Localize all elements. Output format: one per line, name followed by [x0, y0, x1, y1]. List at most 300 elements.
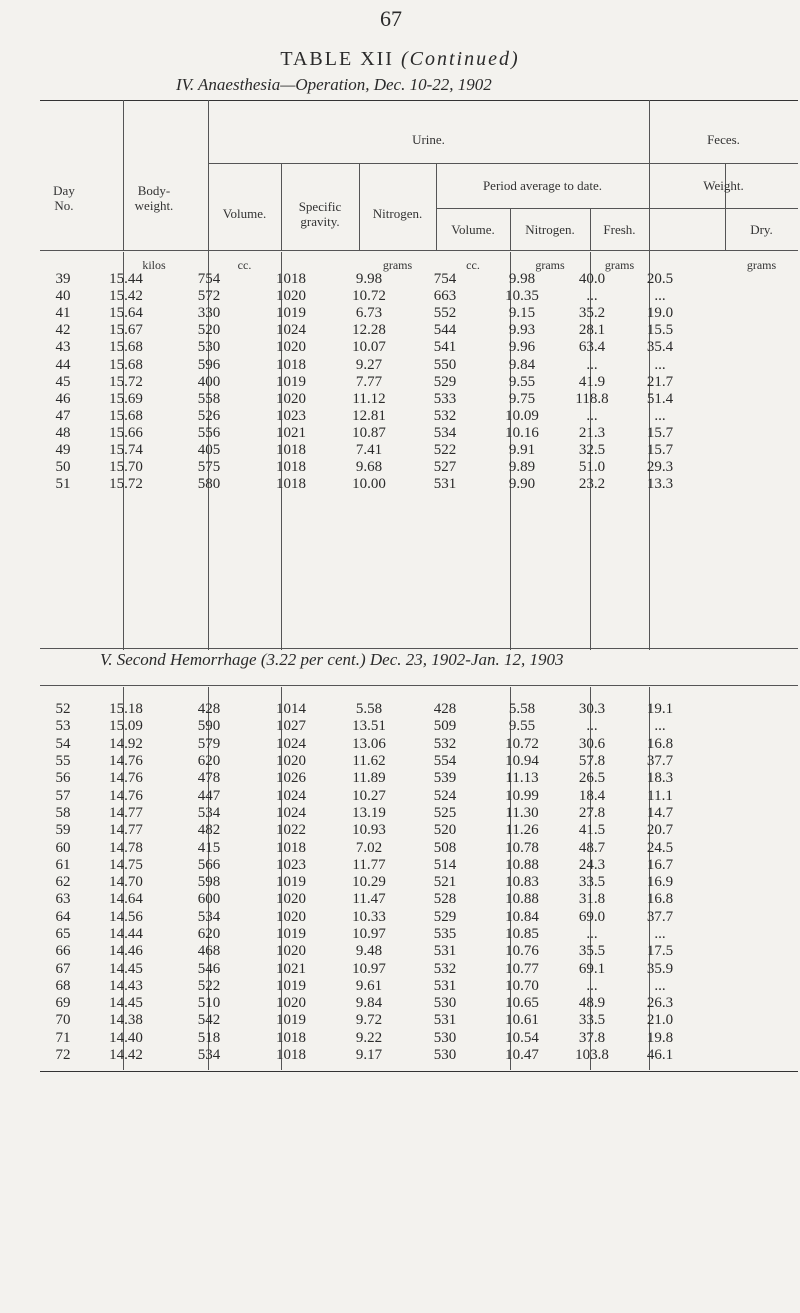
table-cell: 47: [55, 407, 71, 424]
table-cell: ...: [586, 407, 598, 424]
table-row: [40, 891, 698, 908]
table-cell: ...: [654, 407, 666, 424]
table-cell: 532: [433, 735, 457, 752]
table-cell: 10.85: [505, 926, 539, 942]
table-cell: ...: [586, 356, 598, 373]
table-cell: 15.64: [109, 305, 143, 322]
table-cell: 528: [433, 891, 457, 908]
table-cell: 14.75: [109, 856, 143, 873]
table-cell: 6.73: [355, 305, 383, 322]
table-cell: 69.1: [578, 960, 606, 977]
table-cell: 510: [197, 995, 221, 1012]
table-cell: 14.77: [109, 822, 143, 839]
table-cell: 16.8: [646, 735, 674, 752]
table-cell: 13.06: [352, 735, 386, 752]
table-cell: 1027: [276, 718, 306, 735]
table-cell: 663: [433, 288, 457, 305]
table-cell: 35.4: [646, 339, 674, 356]
table-cell: 598: [197, 874, 221, 891]
table-row: [40, 442, 698, 459]
table-cell: 600: [197, 891, 221, 908]
table-cell: 14.70: [109, 874, 143, 891]
table-cell: 49: [55, 441, 71, 458]
table-cell: 41.5: [578, 822, 606, 839]
table-cell: 10.93: [352, 822, 386, 839]
table-row: [40, 391, 698, 408]
table-cell: 9.84: [355, 995, 383, 1012]
table-cell: 531: [433, 977, 457, 994]
table-cell: 37.7: [646, 753, 674, 770]
table-cell: 1018: [276, 1029, 306, 1046]
table-cell: 61: [55, 856, 71, 873]
table-cell: 14.38: [109, 1012, 143, 1029]
table-cell: 21.7: [646, 373, 674, 390]
table-cell: 1018: [276, 271, 306, 288]
header-divider: [123, 100, 124, 250]
section-v-table: [40, 701, 698, 1064]
table-cell: ...: [586, 926, 598, 942]
table-cell: 1024: [276, 322, 306, 339]
table-cell: 1020: [276, 891, 306, 908]
table-cell: 1018: [276, 441, 306, 458]
table-cell: 1020: [276, 288, 306, 305]
table-row: [40, 271, 698, 288]
table-row: [40, 476, 698, 493]
table-cell: 9.61: [355, 977, 383, 994]
table-cell: 575: [197, 459, 221, 476]
table-cell: 330: [197, 305, 221, 322]
table-cell: 1019: [276, 373, 306, 390]
header-pa-nitrogen: Nitrogen.: [525, 222, 575, 237]
table-cell: 524: [433, 787, 457, 804]
table-cell: 468: [197, 943, 221, 960]
table-cell: 46.1: [646, 1047, 674, 1064]
table-cell: 1014: [276, 701, 306, 718]
table-cell: 520: [433, 822, 457, 839]
table-cell: 14.46: [109, 943, 143, 960]
table-cell: 20.7: [646, 822, 674, 839]
table-cell: 42: [55, 322, 71, 339]
table-cell: ...: [586, 718, 598, 735]
table-cell: 15.70: [109, 459, 143, 476]
table-cell: 1020: [276, 753, 306, 770]
table-cell: 508: [433, 839, 457, 856]
table-cell: 33.5: [578, 1012, 606, 1029]
page-number: 67: [380, 6, 402, 31]
table-cell: 530: [433, 995, 457, 1012]
table-cell: 1019: [276, 874, 306, 891]
table-cell: 1024: [276, 804, 306, 821]
table-cell: 55: [55, 753, 71, 770]
table-cell: 5.58: [508, 701, 536, 718]
table-cell: 478: [197, 770, 221, 787]
table-cell: 14.43: [109, 977, 143, 994]
unit-nitrogen: grams: [382, 258, 413, 272]
section-iv-title: IV. Anaesthesia—Operation, Dec. 10-22, 1902: [176, 75, 492, 94]
table-cell: 15.74: [109, 441, 143, 458]
header-dry: Dry.: [750, 222, 773, 237]
header-period-average: Period average to date.: [482, 178, 603, 193]
header-sub-rule: [436, 208, 798, 209]
table-cell: 10.47: [505, 1047, 539, 1064]
table-cell: 21.3: [578, 424, 606, 441]
table-cell: 15.7: [646, 424, 674, 441]
header-body-weight: Body-weight.: [134, 183, 174, 213]
table-cell: 12.81: [352, 407, 386, 424]
table-cell: 527: [433, 459, 457, 476]
header-day-no: Day No.: [53, 183, 75, 213]
table-cell: 530: [197, 339, 221, 356]
table-cell: 10.94: [505, 753, 539, 770]
header-bottom-rule: [40, 250, 798, 251]
table-cell: 37.7: [646, 908, 674, 925]
table-row: [40, 288, 698, 305]
table-cell: 28.1: [578, 322, 606, 339]
table-cell: 11.77: [352, 856, 386, 873]
table-cell: 11.13: [505, 770, 539, 787]
table-cell: 1024: [276, 735, 306, 752]
table-cell: 70: [55, 1012, 71, 1029]
table-cell: 16.9: [646, 874, 674, 891]
table-cell: 9.15: [508, 305, 536, 322]
unit-dry: grams: [746, 258, 777, 272]
table-cell: 27.8: [578, 804, 606, 821]
table-row: [40, 1012, 698, 1029]
table-row: [40, 425, 698, 442]
table-cell: 10.00: [352, 476, 386, 493]
table-cell: 35.2: [578, 305, 606, 322]
table-cell: 550: [433, 356, 457, 373]
table-cell: 10.84: [505, 908, 539, 925]
table-cell: 1022: [276, 822, 306, 839]
table-cell: 69: [55, 995, 71, 1012]
table-cell: 428: [197, 701, 221, 718]
table-cell: 63: [55, 891, 71, 908]
table-cell: 72: [55, 1047, 71, 1064]
header-mid-rule: [208, 163, 798, 164]
table-cell: 40: [55, 288, 71, 305]
header-volume: Volume.: [222, 206, 267, 221]
table-cell: 14.45: [109, 995, 143, 1012]
table-cell: 15.67: [109, 322, 143, 339]
table-cell: 54: [55, 735, 71, 752]
table-cell: 26.3: [646, 995, 674, 1012]
table-title-suffix: (Continued): [400, 48, 520, 70]
table-row: [40, 995, 698, 1012]
table-cell: 13.3: [646, 476, 674, 493]
table-cell: 10.83: [505, 874, 539, 891]
table-row: [40, 822, 698, 839]
table-cell: 1018: [276, 839, 306, 856]
table-cell: 596: [197, 356, 221, 373]
table-cell: 10.76: [505, 943, 539, 960]
table-row: [40, 909, 698, 926]
table-cell: 579: [197, 735, 221, 752]
table-cell: 526: [197, 407, 221, 424]
table-cell: 15.68: [109, 407, 143, 424]
table-cell: 15.44: [109, 271, 143, 288]
table-row: [40, 1030, 698, 1047]
table-cell: 1019: [276, 977, 306, 994]
table-cell: 9.75: [508, 390, 536, 407]
table-title: [0, 48, 800, 71]
table-cell: 14.44: [109, 926, 143, 942]
table-cell: 35.9: [646, 960, 674, 977]
table-cell: 26.5: [578, 770, 606, 787]
header-top-rule: [40, 100, 798, 101]
table-cell: 10.72: [505, 735, 539, 752]
table-cell: 9.89: [508, 459, 536, 476]
table-cell: 10.88: [505, 856, 539, 873]
table-cell: 16.8: [646, 891, 674, 908]
table-cell: 58: [55, 804, 71, 821]
table-cell: 531: [433, 943, 457, 960]
table-cell: 1018: [276, 1047, 306, 1064]
table-cell: 35.5: [578, 943, 606, 960]
table-cell: 534: [197, 1047, 221, 1064]
header-pa-volume: Volume.: [451, 222, 495, 237]
table-cell: ...: [654, 926, 666, 942]
table-cell: 9.48: [355, 943, 383, 960]
table-cell: 529: [433, 908, 457, 925]
table-cell: 11.62: [352, 753, 386, 770]
table-cell: 522: [197, 977, 221, 994]
table-cell: 10.97: [352, 960, 386, 977]
table-cell: 71: [55, 1029, 71, 1046]
table-cell: 558: [197, 390, 221, 407]
table-cell: ...: [586, 977, 598, 994]
table-cell: 69.0: [578, 908, 606, 925]
table-cell: 67: [55, 960, 71, 977]
table-cell: 514: [433, 856, 457, 873]
table-cell: 15.42: [109, 288, 143, 305]
table-cell: 552: [433, 305, 457, 322]
unit-pa-volume: cc.: [466, 258, 480, 272]
table-cell: 10.07: [352, 339, 386, 356]
table-cell: 23.2: [578, 476, 606, 493]
table-cell: 9.93: [508, 322, 536, 339]
table-row: [40, 926, 698, 943]
table-cell: 1021: [276, 960, 306, 977]
table-cell: 754: [433, 271, 457, 288]
table-cell: 103.8: [575, 1047, 609, 1064]
table-cell: 535: [433, 926, 457, 942]
table-cell: 46: [55, 390, 71, 407]
table-cell: 19.8: [646, 1029, 674, 1046]
table-cell: 10.77: [505, 960, 539, 977]
table-cell: 63.4: [578, 339, 606, 356]
table-row: [40, 857, 698, 874]
unit-volume: cc.: [237, 258, 252, 272]
table-cell: 539: [433, 770, 457, 787]
table-row: [40, 356, 698, 373]
table-row: [40, 1047, 698, 1064]
table-bottom-rule: [40, 1071, 798, 1072]
table-cell: 31.8: [578, 891, 606, 908]
section-iv-end-rule: [40, 648, 798, 649]
table-cell: 520: [197, 322, 221, 339]
table-cell: 10.16: [505, 424, 539, 441]
table-cell: 15.72: [109, 476, 143, 493]
table-cell: ...: [586, 288, 598, 305]
unit-pa-nitrogen: grams: [535, 258, 565, 272]
table-cell: 542: [197, 1012, 221, 1029]
table-cell: 60: [55, 839, 71, 856]
table-cell: 530: [433, 1029, 457, 1046]
table-cell: 14.78: [109, 839, 143, 856]
header-urine: Urine.: [412, 132, 445, 147]
table-row: [40, 978, 698, 995]
table-row: [40, 305, 698, 322]
table-cell: 14.40: [109, 1029, 143, 1046]
table-cell: 415: [197, 839, 221, 856]
table-cell: 13.19: [352, 804, 386, 821]
table-cell: 522: [433, 441, 457, 458]
table-cell: 11.12: [352, 390, 386, 407]
table-cell: 10.33: [352, 908, 386, 925]
table-cell: 14.76: [109, 770, 143, 787]
table-cell: 9.98: [355, 271, 383, 288]
table-cell: 10.61: [505, 1012, 539, 1029]
table-cell: 1023: [276, 407, 306, 424]
table-cell: 1019: [276, 1012, 306, 1029]
table-row: [40, 753, 698, 770]
table-cell: 14.7: [646, 804, 674, 821]
table-row: [40, 839, 698, 856]
table-cell: 9.90: [508, 476, 536, 493]
table-cell: 51.4: [646, 390, 674, 407]
table-cell: 1024: [276, 787, 306, 804]
table-cell: 15.09: [109, 718, 143, 735]
table-cell: 16.7: [646, 856, 674, 873]
table-cell: 15.69: [109, 390, 143, 407]
header-feces: Feces.: [707, 132, 740, 147]
table-cell: 9.55: [508, 718, 536, 735]
table-cell: 17.5: [646, 943, 674, 960]
table-cell: 1020: [276, 943, 306, 960]
section-v-title: V. Second Hemorrhage (3.22 per cent.) Dec. 23, 1902-Jan. 12, 1903: [100, 650, 564, 669]
table-row: [40, 943, 698, 960]
table-cell: 13.51: [352, 718, 386, 735]
table-cell: 51: [55, 476, 71, 493]
table-cell: 24.3: [578, 856, 606, 873]
table-cell: 52: [55, 701, 71, 718]
table-cell: 9.27: [355, 356, 383, 373]
table-cell: 48.9: [578, 995, 606, 1012]
table-cell: 21.0: [646, 1012, 674, 1029]
table-cell: 754: [197, 271, 221, 288]
table-cell: 14.77: [109, 804, 143, 821]
table-cell: 68: [55, 977, 71, 994]
table-row: [40, 805, 698, 822]
table-cell: 14.92: [109, 735, 143, 752]
table-cell: 10.99: [505, 787, 539, 804]
table-row: [40, 960, 698, 977]
table-cell: 7.02: [355, 839, 383, 856]
table-cell: 525: [433, 804, 457, 821]
table-cell: 10.88: [505, 891, 539, 908]
table-cell: 15.66: [109, 424, 143, 441]
table-row: [40, 874, 698, 891]
table-cell: 24.5: [646, 839, 674, 856]
table-cell: 19.0: [646, 305, 674, 322]
table-cell: 118.8: [575, 390, 609, 407]
table-cell: 48.7: [578, 839, 606, 856]
table-cell: 529: [433, 373, 457, 390]
table-cell: 546: [197, 960, 221, 977]
table-cell: 14.42: [109, 1047, 143, 1064]
table-cell: 482: [197, 822, 221, 839]
table-cell: 14.76: [109, 753, 143, 770]
table-cell: 1026: [276, 770, 306, 787]
table-cell: 15.68: [109, 339, 143, 356]
table-cell: 1020: [276, 390, 306, 407]
table-cell: 9.22: [355, 1029, 383, 1046]
table-cell: 15.72: [109, 373, 143, 390]
table-cell: 37.8: [578, 1029, 606, 1046]
table-cell: 531: [433, 476, 457, 493]
table-cell: 33.5: [578, 874, 606, 891]
table-row: [40, 770, 698, 787]
table-cell: 14.56: [109, 908, 143, 925]
table-cell: 10.87: [352, 424, 386, 441]
table-cell: 39: [55, 271, 71, 288]
table-cell: 18.3: [646, 770, 674, 787]
table-cell: 10.09: [505, 407, 539, 424]
table-title-main: TABLE XII: [280, 48, 394, 70]
table-row: [40, 736, 698, 753]
table-cell: 531: [433, 1012, 457, 1029]
table-cell: 10.78: [505, 839, 539, 856]
table-cell: 1020: [276, 995, 306, 1012]
table-cell: 1018: [276, 356, 306, 373]
table-cell: 5.58: [355, 701, 383, 718]
table-cell: 30.3: [578, 701, 606, 718]
table-row: [40, 718, 698, 735]
table-cell: 7.41: [355, 441, 383, 458]
table-cell: 9.55: [508, 373, 536, 390]
table-cell: 19.1: [646, 701, 674, 718]
table-cell: 556: [197, 424, 221, 441]
table-cell: 50: [55, 459, 71, 476]
table-row: [40, 322, 698, 339]
table-cell: 10.54: [505, 1029, 539, 1046]
table-cell: 11.30: [505, 804, 539, 821]
table-cell: 65: [55, 926, 71, 942]
header-divider: [281, 163, 282, 250]
table-cell: 14.45: [109, 960, 143, 977]
table-cell: 1018: [276, 476, 306, 493]
table-cell: 534: [197, 908, 221, 925]
table-cell: 1021: [276, 424, 306, 441]
table-cell: 509: [433, 718, 457, 735]
table-cell: 56: [55, 770, 71, 787]
table-cell: 532: [433, 407, 457, 424]
unit-fresh: grams: [604, 258, 635, 272]
table-row: [40, 787, 698, 804]
unit-body-weight: kilos: [142, 258, 166, 272]
table-cell: 18.4: [578, 787, 606, 804]
table-cell: 10.29: [352, 874, 386, 891]
table-cell: 48: [55, 424, 71, 441]
table-cell: 10.27: [352, 787, 386, 804]
table-cell: 9.84: [508, 356, 536, 373]
table-cell: 534: [433, 424, 457, 441]
table-cell: 620: [197, 926, 221, 942]
table-cell: 30.6: [578, 735, 606, 752]
table-cell: 530: [433, 1047, 457, 1064]
table-cell: 53: [55, 718, 71, 735]
